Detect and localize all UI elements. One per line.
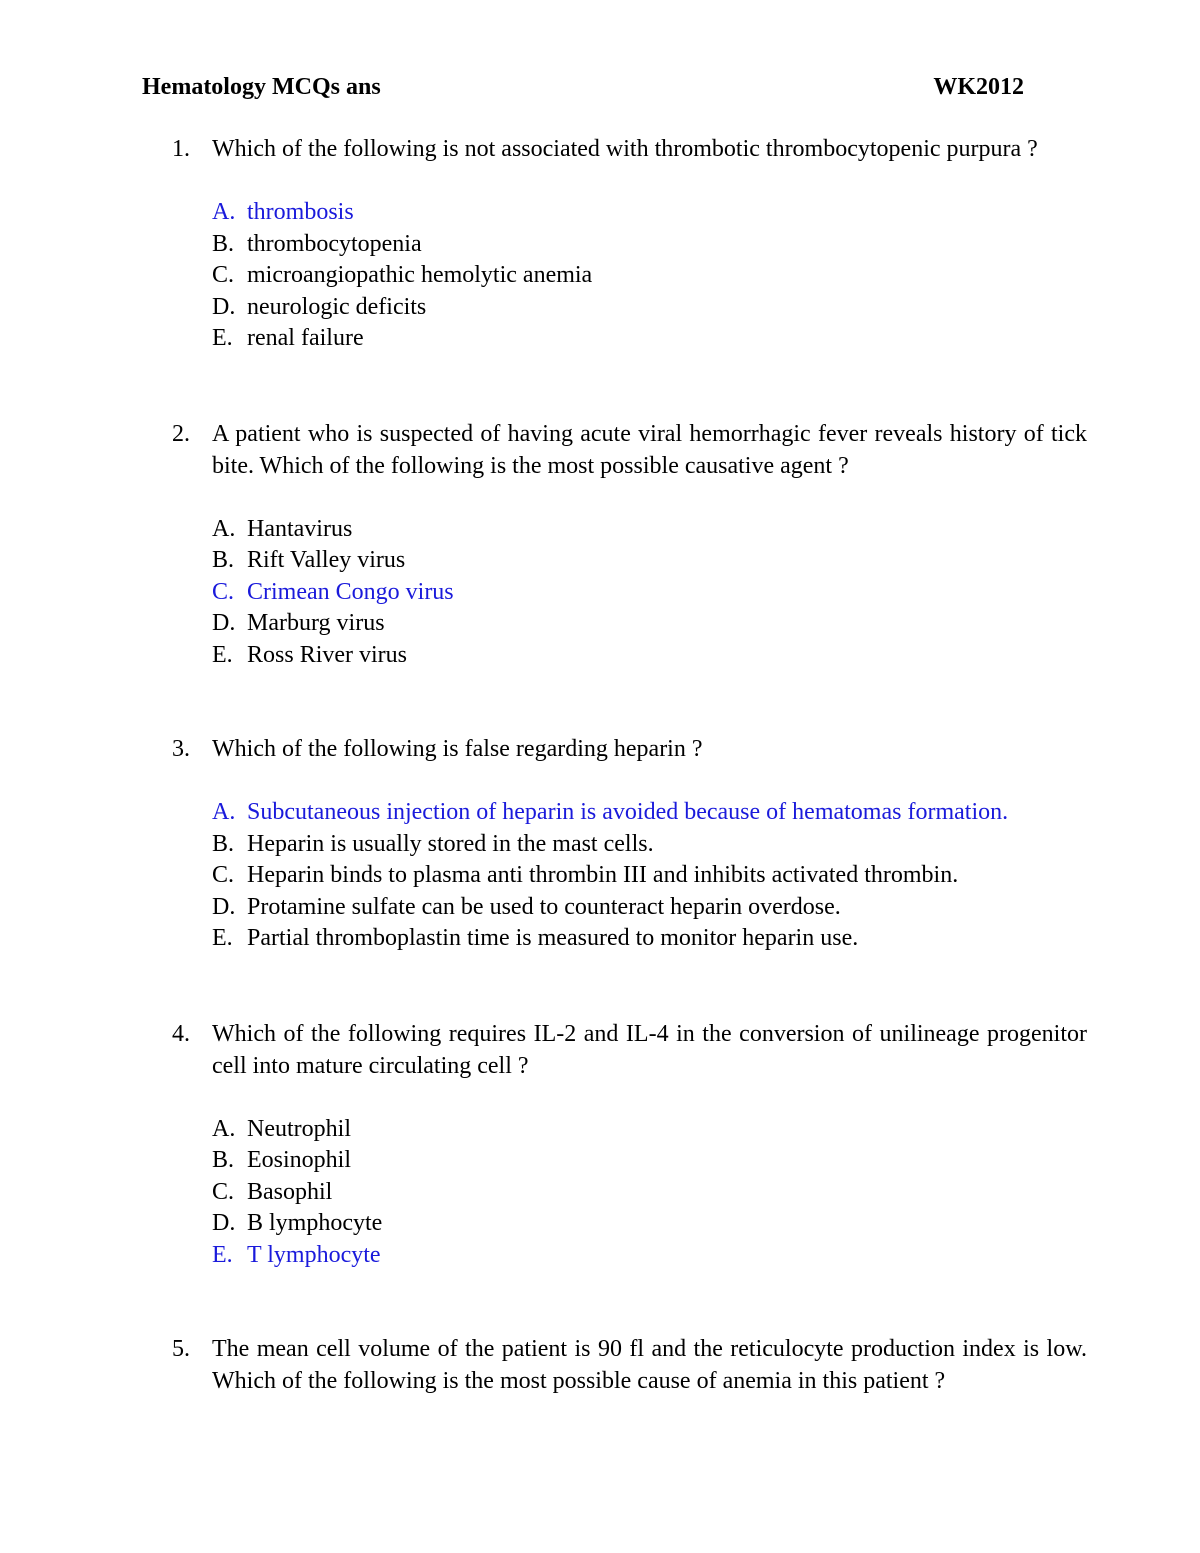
option-e: E. renal failure (212, 325, 364, 351)
option-d: D. Marburg virus (212, 610, 385, 636)
question-text: Which of the following requires IL-2 and IL-4 in the conversion of unilineage progenitor cell into mature circulating cell ? (212, 1021, 1087, 1079)
question-number: 5. (172, 1336, 190, 1362)
option-list (212, 797, 1087, 955)
option-e-correct-answer: E. T lymphocyte (212, 1241, 381, 1268)
option-list (212, 1114, 1087, 1272)
option-a-correct-answer: A. Subcutaneous injection of heparin is avoided because of hematomas formation. (212, 799, 1009, 825)
question-number: 3. (172, 736, 190, 762)
option-a: A. Hantavirus (212, 515, 353, 542)
question-text: Which of the following is not associated with thrombotic thrombocytopenic purpura ? (212, 136, 1038, 162)
question-4 (172, 1019, 1087, 1271)
option-list (212, 197, 1087, 355)
option-d: D. B lymphocyte (212, 1210, 383, 1236)
question-number: 1. (172, 136, 190, 162)
question-number: 2. (172, 421, 190, 447)
option-c: C. microangiopathic hemolytic anemia (212, 262, 593, 288)
document-code: WK2012 (933, 74, 1024, 100)
question-number: 4. (172, 1021, 190, 1047)
option-a: A. Neutrophil (212, 1115, 351, 1142)
option-b: B. Heparin is usually stored in the mast cells. (212, 830, 654, 857)
option-c: C. Heparin binds to plasma anti thrombin III and inhibits activated thrombin. (212, 862, 959, 888)
question-5 (172, 1334, 1087, 1397)
question-text: A patient who is suspected of having acute viral hemorrhagic fever reveals history of tick bite. Which of the following is the most possible causative agent ? (212, 421, 1087, 479)
document-title: Hematology MCQs ans (142, 74, 381, 100)
option-b: B. Rift Valley virus (212, 547, 406, 573)
question-1 (172, 134, 1087, 355)
question-3 (172, 734, 1087, 955)
option-e: E. Partial thromboplastin time is measured to monitor heparin use. (212, 925, 859, 951)
question-text: Which of the following is false regarding heparin ? (212, 736, 703, 762)
option-b: B. thrombocytopenia (212, 230, 422, 257)
option-c-correct-answer: C. Crimean Congo virus (212, 578, 454, 605)
option-b: B. Eosinophil (212, 1147, 352, 1173)
question-2 (172, 419, 1087, 671)
option-d: D. neurologic deficits (212, 293, 427, 320)
question-text: The mean cell volume of the patient is 90 fl and the reticulocyte production index is low. Which of the following is the most possible cause of anemia in this patient ? (212, 1336, 1087, 1394)
option-list (212, 514, 1087, 672)
option-c: C. Basophil (212, 1178, 333, 1205)
option-e: E. Ross River virus (212, 641, 408, 668)
option-d: D. Protamine sulfate can be used to counteract heparin overdose. (212, 893, 841, 920)
page-header (142, 72, 1024, 104)
option-a-correct-answer: A. thrombosis (212, 199, 354, 225)
